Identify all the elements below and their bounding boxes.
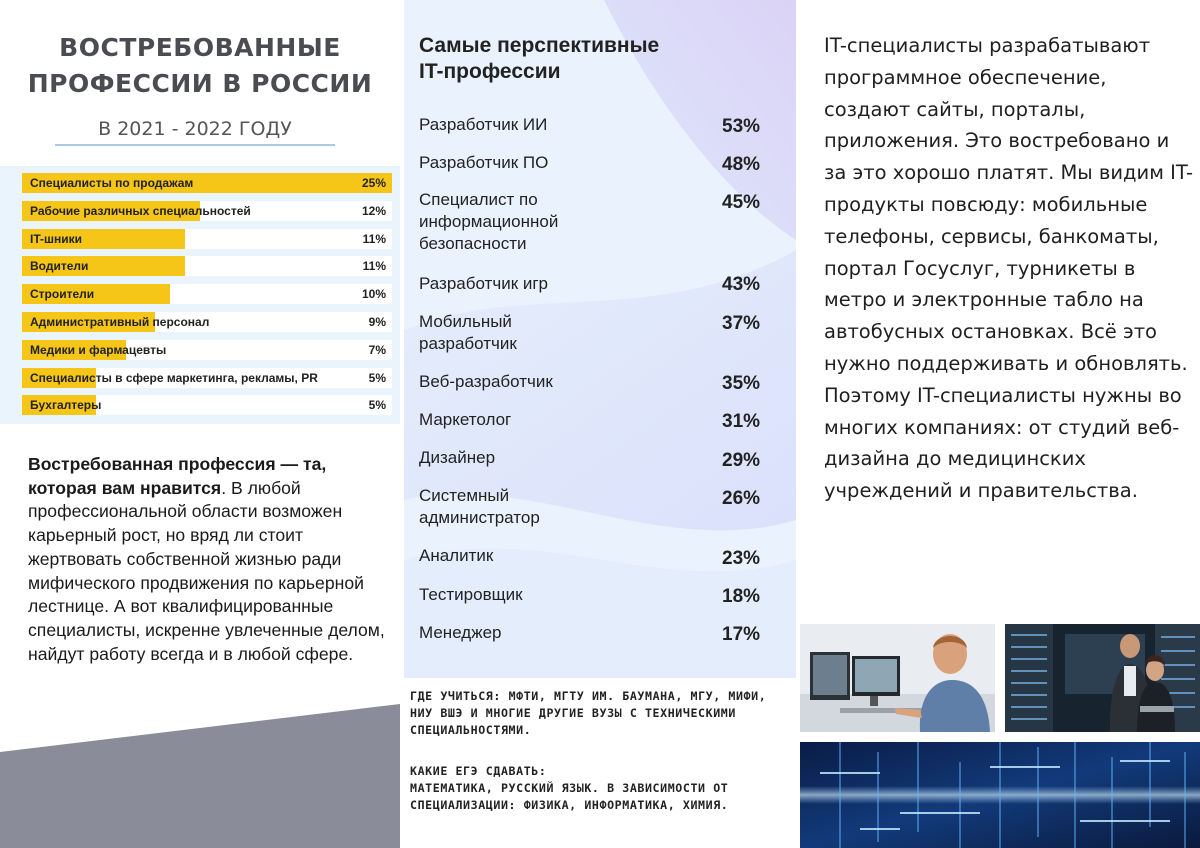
profession-name: Маркетолог <box>419 410 512 429</box>
profession-percent: 37% <box>722 313 761 334</box>
bar-value-label: 7% <box>368 342 386 357</box>
where-to-study-text: МФТИ, МГТУ ИМ. БАУМАНА, МГУ, МИФИ, НИУ ВШЭ И МНОГИЕ ДРУГИЕ ВУЗЫ С ТЕХНИЧЕСКИМИ СПЕЦИАЛЬНОСТЯМИ. <box>410 689 767 737</box>
bar-label: Водители <box>30 259 89 274</box>
photo-developer-at-computer <box>800 624 995 732</box>
profession-name: Разработчик ИИ <box>419 115 548 134</box>
bar-label: IT-шники <box>30 231 83 246</box>
bar-row <box>22 340 392 360</box>
profession-percent: 17% <box>722 624 761 645</box>
professions-bar-chart <box>0 166 400 424</box>
bar-row <box>22 201 392 221</box>
profession-percent: 31% <box>722 411 761 432</box>
bar-row <box>22 284 392 304</box>
profession-percent: 29% <box>722 450 761 471</box>
profession-percent: 35% <box>722 373 761 394</box>
left-paragraph <box>28 453 388 666</box>
middle-column <box>404 0 796 678</box>
bar-value-label: 12% <box>361 203 386 218</box>
bar-row <box>22 312 392 332</box>
developer-illustration <box>800 624 995 732</box>
profession-percent: 53% <box>722 116 761 137</box>
left-paragraph-bold: Востребованная профессия — та, которая вам нравится <box>28 454 327 498</box>
which-exams-label: КАКИЕ ЕГЭ СДАВАТЬ: <box>410 764 547 778</box>
bar-value-label: 5% <box>368 398 386 413</box>
bar-row <box>22 395 392 415</box>
profession-percent: 43% <box>722 274 761 295</box>
bar-value-label: 11% <box>362 259 386 274</box>
profession-percent: 18% <box>722 586 761 607</box>
page-subtitle: В 2021 - 2022 ГОДУ <box>55 118 335 146</box>
profession-percent: 23% <box>722 548 761 569</box>
profession-name: Специалист по информационной безопасности <box>419 190 559 253</box>
bar-label: Бухгалтеры <box>30 398 102 413</box>
profession-name: Системный администратор <box>419 486 540 527</box>
photo-digital-data-streams <box>800 742 1200 848</box>
bar-value-label: 25% <box>361 176 386 190</box>
profession-name: Менеджер <box>419 623 502 642</box>
bar-value-label: 9% <box>368 315 386 329</box>
profession-percent: 48% <box>722 154 761 175</box>
left-column <box>0 0 400 848</box>
page-title-line1: ВОСТРЕБОВАННЫЕ <box>59 33 341 62</box>
bar-label: Рабочие различных специальностей <box>30 203 251 218</box>
it-professions-title-line2: IT-профессии <box>419 60 561 83</box>
bar-row <box>22 256 392 276</box>
profession-percent: 26% <box>722 488 761 509</box>
profession-name: Тестировщик <box>419 585 523 604</box>
bar-row <box>22 229 392 249</box>
bar-label: Специалисты в сфере маркетинга, рекламы, PR <box>30 370 318 385</box>
server-room-illustration <box>1005 624 1200 732</box>
bar-value-label: 10% <box>361 287 386 302</box>
bar-value-label: 5% <box>368 370 386 385</box>
it-professions-title-line1: Самые перспективные <box>419 34 660 57</box>
page-title-line2: ПРОФЕССИИ В РОССИИ <box>27 69 373 98</box>
bar-value-label: 11% <box>362 231 386 246</box>
where-to-study-label: ГДЕ УЧИТЬСЯ: <box>410 689 501 703</box>
bar-label: Административный персонал <box>30 315 210 329</box>
bar-row <box>22 368 392 388</box>
right-paragraph: IT-специалисты разрабатывают программное обеспечение, создают сайты, порталы, приложения. Это востребовано и за это хорошо платят. Мы видим IT-продукты повсюду: мобильные телефоны, сервисы, банкоматы, портал Госуслуг, турникеты в метро и электронные табло на автобусных остановках. Всё это нужно поддерживать и обновлять. Поэтому IT-специалисты нужны во многих компаниях: от студий веб-дизайна до медицинских учреждений и правительства. <box>824 34 1194 503</box>
bar-label: Медики и фармацевты <box>30 342 167 357</box>
left-paragraph-rest: . В любой профессиональной области возможен карьерный рост, но вряд ли стоит жертвовать собственной жизнью ради мифического продвижения по карьерной лестнице. А вот квалифицированные специалисты, искренне увлеченные делом, найдут работу всегда и в любой сфере. <box>28 477 385 664</box>
bar-row <box>22 173 392 193</box>
which-exams <box>410 763 795 814</box>
bar-label: Строители <box>30 287 95 302</box>
page-title <box>0 30 400 102</box>
it-professions-title <box>419 33 659 85</box>
profession-name: Разработчик ПО <box>419 153 549 172</box>
which-exams-text: МАТЕМАТИКА, РУССКИЙ ЯЗЫК. В ЗАВИСИМОСТИ ОТ СПЕЦИАЛИЗАЦИИ: ФИЗИКА, ИНФОРМАТИКА, ХИМИЯ. <box>410 781 729 812</box>
where-to-study <box>410 688 795 739</box>
profession-percent: 45% <box>722 192 761 213</box>
data-streams-illustration <box>800 742 1200 848</box>
study-info <box>404 678 796 848</box>
profession-name: Аналитик <box>419 546 494 565</box>
profession-name: Мобильный разработчик <box>419 312 517 353</box>
photo-server-room-engineers <box>1005 624 1200 732</box>
profession-name: Веб-разработчик <box>419 372 553 391</box>
profession-name: Разработчик игр <box>419 274 549 293</box>
bar-label: Специалисты по продажам <box>30 176 194 190</box>
profession-name: Дизайнер <box>419 448 496 467</box>
